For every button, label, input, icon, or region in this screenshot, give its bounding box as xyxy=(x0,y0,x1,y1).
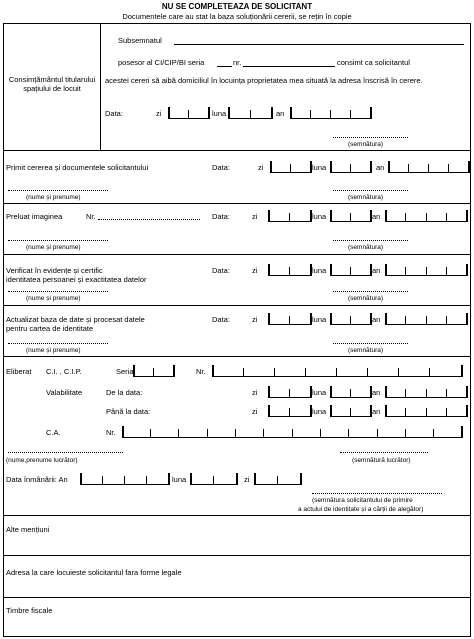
box-tick xyxy=(370,264,372,276)
separator-eliberat xyxy=(3,515,471,516)
box-tick xyxy=(173,365,175,377)
verificat-an: an xyxy=(372,266,381,275)
consent-consimt: consimt ca solicitantul xyxy=(337,58,410,67)
box-tick xyxy=(446,316,447,325)
eliberat-luna-2: luna xyxy=(312,407,327,416)
box-tick xyxy=(268,264,270,276)
preluat-nr: Nr. xyxy=(86,212,96,221)
timbre-fiscale-label: Timbre fiscale xyxy=(6,606,53,615)
box-tick xyxy=(429,368,430,377)
primit-luna: luna xyxy=(312,163,327,172)
box-tick xyxy=(310,386,312,398)
box-tick xyxy=(228,107,230,119)
consent-subsemnatul-field[interactable] xyxy=(174,44,464,45)
box-tick xyxy=(405,429,406,438)
consent-signature-line[interactable] xyxy=(333,137,408,138)
box-tick xyxy=(277,476,278,485)
consent-nr-field[interactable] xyxy=(243,66,335,67)
box-tick xyxy=(235,429,236,438)
box-tick xyxy=(385,313,387,325)
actualizat-semnatura: (semnătura) xyxy=(348,347,384,354)
box-tick xyxy=(330,161,332,173)
box-tick xyxy=(289,389,290,398)
box-tick xyxy=(250,110,251,119)
box-tick xyxy=(350,164,351,173)
box-tick xyxy=(385,210,387,222)
box-tick xyxy=(236,473,238,485)
primit-zi: zi xyxy=(258,163,264,172)
verificat-nume: (nume și prenume) xyxy=(26,295,81,302)
box-tick xyxy=(254,473,256,485)
box-tick xyxy=(146,476,147,485)
box-tick xyxy=(408,164,409,173)
frame-bottom-line xyxy=(3,636,471,637)
eliberat-luna-1: luna xyxy=(312,388,327,397)
primit-nume: (nume și prenume) xyxy=(26,194,81,201)
box-tick xyxy=(268,405,270,417)
eliberat-pana-la-data: Până la data: xyxy=(106,407,151,416)
box-tick xyxy=(300,473,302,485)
actualizat-label-line2: pentru cartea de identitate xyxy=(6,324,94,333)
box-tick xyxy=(466,210,468,222)
box-tick xyxy=(370,386,372,398)
box-tick xyxy=(190,473,192,485)
preluat-an: an xyxy=(372,212,381,221)
eliberat-zi-inmanare: zi xyxy=(244,475,250,484)
frame-left-line xyxy=(3,23,4,637)
verificat-label-line2: identitatea persoanei și exactitatea datelor xyxy=(6,275,147,284)
box-tick xyxy=(405,408,406,417)
separator-alte xyxy=(3,555,471,556)
box-tick xyxy=(350,110,351,119)
actualizat-nume: (nume și prenume) xyxy=(26,347,81,354)
primit-signature-line[interactable] xyxy=(333,190,408,191)
eliberat-zi-2: zi xyxy=(252,407,258,416)
eliberat-nr: Nr. xyxy=(196,367,206,376)
eliberat-lucrator-name-line[interactable] xyxy=(8,452,123,453)
box-tick xyxy=(405,267,406,276)
box-tick xyxy=(289,267,290,276)
separator-actualizat xyxy=(3,356,471,357)
preluat-zi: zi xyxy=(252,212,258,221)
frame-right-line xyxy=(470,23,471,637)
box-tick xyxy=(330,405,332,417)
box-tick xyxy=(320,429,321,438)
box-tick xyxy=(330,313,332,325)
box-tick xyxy=(102,476,103,485)
separator-consent xyxy=(3,150,471,151)
form-subtitle: Documentele care au stat la baza soluționării cererii, se rețin în copie xyxy=(122,12,352,21)
box-tick xyxy=(388,161,390,173)
preluat-luna: luna xyxy=(312,212,327,221)
eliberat-zi-1: zi xyxy=(252,388,258,397)
preluat-nume: (nume și prenume) xyxy=(26,244,81,251)
box-tick xyxy=(207,429,208,438)
separator-primit xyxy=(3,203,471,204)
actualizat-label-line1: Actualizat baza de date și procesat datele xyxy=(6,315,145,324)
box-tick xyxy=(122,426,124,438)
box-tick xyxy=(426,316,427,325)
box-tick xyxy=(243,368,244,377)
verificat-zi: zi xyxy=(252,266,258,275)
box-tick xyxy=(289,408,290,417)
box-tick xyxy=(80,473,82,485)
box-tick xyxy=(466,386,468,398)
verificat-data: Data: xyxy=(212,266,230,275)
box-tick xyxy=(350,408,351,417)
eliberat-ci-cip: C.I. , C.I.P. xyxy=(46,367,82,376)
box-tick xyxy=(212,365,214,377)
box-tick xyxy=(448,164,449,173)
box-tick xyxy=(168,107,170,119)
consent-luna: luna xyxy=(212,109,227,118)
box-tick xyxy=(466,405,468,417)
box-tick xyxy=(330,210,332,222)
eliberat-an-1: an xyxy=(372,388,381,397)
box-tick xyxy=(468,161,470,173)
eliberat-label: Eliberat xyxy=(6,367,32,376)
box-tick xyxy=(405,389,406,398)
box-tick xyxy=(428,164,429,173)
box-tick xyxy=(188,110,189,119)
verificat-signature-line[interactable] xyxy=(333,291,408,292)
eliberat-de-la-data: De la data: xyxy=(106,388,143,397)
box-tick xyxy=(124,476,125,485)
box-tick xyxy=(330,386,332,398)
box-tick xyxy=(336,368,337,377)
adresa-label: Adresa la care locuieste solicitantul fara forme legale xyxy=(6,568,182,577)
box-tick xyxy=(153,368,154,377)
consent-zi: zi xyxy=(156,109,162,118)
box-tick xyxy=(446,408,447,417)
box-tick xyxy=(370,107,372,119)
box-tick xyxy=(290,107,292,119)
box-tick xyxy=(433,429,434,438)
separator-verificat xyxy=(3,305,471,306)
eliberat-nume-lucrator: (nume,prenume lucrător) xyxy=(6,457,78,464)
verificat-name-line[interactable] xyxy=(8,291,108,292)
box-tick xyxy=(330,110,331,119)
box-tick xyxy=(271,107,273,119)
eliberat-semnatura-solicitant-line1: (semnătura solicitantului de primire xyxy=(312,497,413,504)
box-tick xyxy=(405,213,406,222)
preluat-data: Data: xyxy=(212,212,230,221)
box-tick xyxy=(330,264,332,276)
consent-label-line1: Consimțământul titularului xyxy=(8,75,96,84)
box-tick xyxy=(289,213,290,222)
box-tick xyxy=(398,368,399,377)
box-tick xyxy=(274,368,275,377)
box-tick xyxy=(426,408,427,417)
box-tick xyxy=(367,368,368,377)
eliberat-lucrator-signature-line[interactable] xyxy=(340,452,428,453)
eliberat-nr-ca: Nr. xyxy=(106,428,116,437)
eliberat-solicitant-signature-line[interactable] xyxy=(312,493,442,494)
form-title: NU SE COMPLETEAZA DE SOLICITANT xyxy=(161,2,313,11)
verificat-label-line1: Verificat în evidențe și certific xyxy=(6,266,103,275)
box-tick xyxy=(370,313,372,325)
box-tick xyxy=(426,213,427,222)
preluat-nr-line[interactable] xyxy=(98,219,200,220)
actualizat-data: Data: xyxy=(212,315,230,324)
consent-seria-field[interactable] xyxy=(217,66,232,67)
primit-data: Data: xyxy=(212,163,230,172)
box-tick xyxy=(263,429,264,438)
box-tick xyxy=(292,429,293,438)
box-tick xyxy=(350,389,351,398)
box-tick xyxy=(461,365,463,377)
primit-semnatura: (semnătura) xyxy=(348,194,384,201)
eliberat-seria: Seria xyxy=(116,367,134,376)
box-tick xyxy=(310,313,312,325)
box-tick xyxy=(348,429,349,438)
eliberat-data-inmanarii: Data înmânării: An xyxy=(6,475,68,484)
box-tick xyxy=(310,110,311,119)
box-tick xyxy=(350,213,351,222)
consent-data: Data: xyxy=(105,109,123,118)
box-tick xyxy=(270,161,272,173)
box-tick xyxy=(268,313,270,325)
actualizat-name-line[interactable] xyxy=(8,343,108,344)
consent-column-divider xyxy=(100,23,101,150)
eliberat-semnatura-lucrator: (semnătură lucrător) xyxy=(352,457,411,464)
eliberat-luna-inmanare: luna xyxy=(172,475,187,484)
preluat-signature-line[interactable] xyxy=(333,240,408,241)
box-tick xyxy=(350,267,351,276)
primit-name-line[interactable] xyxy=(8,190,108,191)
box-tick xyxy=(446,213,447,222)
actualizat-signature-line[interactable] xyxy=(333,343,408,344)
box-tick xyxy=(426,267,427,276)
preluat-label: Preluat imaginea xyxy=(6,212,63,221)
box-tick xyxy=(150,429,151,438)
consent-nr: nr. xyxy=(233,58,242,67)
box-tick xyxy=(133,365,135,377)
verificat-semnatura: (semnătura) xyxy=(348,295,384,302)
box-tick xyxy=(310,264,312,276)
preluat-semnatura: (semnătura) xyxy=(348,244,384,251)
box-tick xyxy=(213,476,214,485)
box-tick xyxy=(268,386,270,398)
consent-acestei: acestei cereri să aibă domiciliul în locuința proprietatea mea situată la adresa înscrisă în cerere. xyxy=(105,76,423,85)
box-tick xyxy=(370,405,372,417)
box-tick xyxy=(310,161,312,173)
box-tick xyxy=(178,429,179,438)
actualizat-an: an xyxy=(372,315,381,324)
box-tick xyxy=(385,264,387,276)
box-tick xyxy=(350,316,351,325)
box-tick xyxy=(385,386,387,398)
alte-mentiuni-label: Alte mențiuni xyxy=(6,525,50,534)
consent-subsemnatul: Subsemnatul xyxy=(118,36,162,45)
eliberat-valabilitate: Valabilitate xyxy=(46,388,83,397)
box-tick xyxy=(370,161,372,173)
separator-preluat xyxy=(3,254,471,255)
box-tick xyxy=(446,389,447,398)
actualizat-zi: zi xyxy=(252,315,258,324)
box-tick xyxy=(405,316,406,325)
box-tick xyxy=(268,210,270,222)
box-tick xyxy=(370,210,372,222)
box-tick xyxy=(446,267,447,276)
box-tick xyxy=(310,405,312,417)
actualizat-luna: luna xyxy=(312,315,327,324)
box-tick xyxy=(461,426,463,438)
verificat-luna: luna xyxy=(312,266,327,275)
eliberat-semnatura-solicitant-line2: a actului de identitate și a cărții de alegător) xyxy=(298,506,424,513)
consent-label-line2: spațiului de locuit xyxy=(23,84,81,93)
box-tick xyxy=(290,164,291,173)
separator-adresa xyxy=(3,597,471,598)
box-tick xyxy=(168,473,170,485)
box-tick xyxy=(466,264,468,276)
consent-an: an xyxy=(276,109,285,118)
eliberat-nr-box[interactable] xyxy=(212,376,462,377)
box-tick xyxy=(466,313,468,325)
box-tick xyxy=(426,389,427,398)
box-tick xyxy=(377,429,378,438)
box-tick xyxy=(310,210,312,222)
consent-posesor: posesor al CI/CIP/BI seria xyxy=(118,58,205,67)
primit-an: an xyxy=(376,163,385,172)
eliberat-ca: C.A. xyxy=(46,428,61,437)
box-tick xyxy=(385,405,387,417)
preluat-name-line[interactable] xyxy=(8,240,108,241)
consent-semnatura: (semnătura) xyxy=(348,141,384,148)
box-tick xyxy=(305,368,306,377)
eliberat-an-2: an xyxy=(372,407,381,416)
primit-label: Primit cererea și documentele solicitantului xyxy=(6,163,149,172)
frame-top-line xyxy=(3,23,471,24)
box-tick xyxy=(289,316,290,325)
box-tick xyxy=(208,107,210,119)
